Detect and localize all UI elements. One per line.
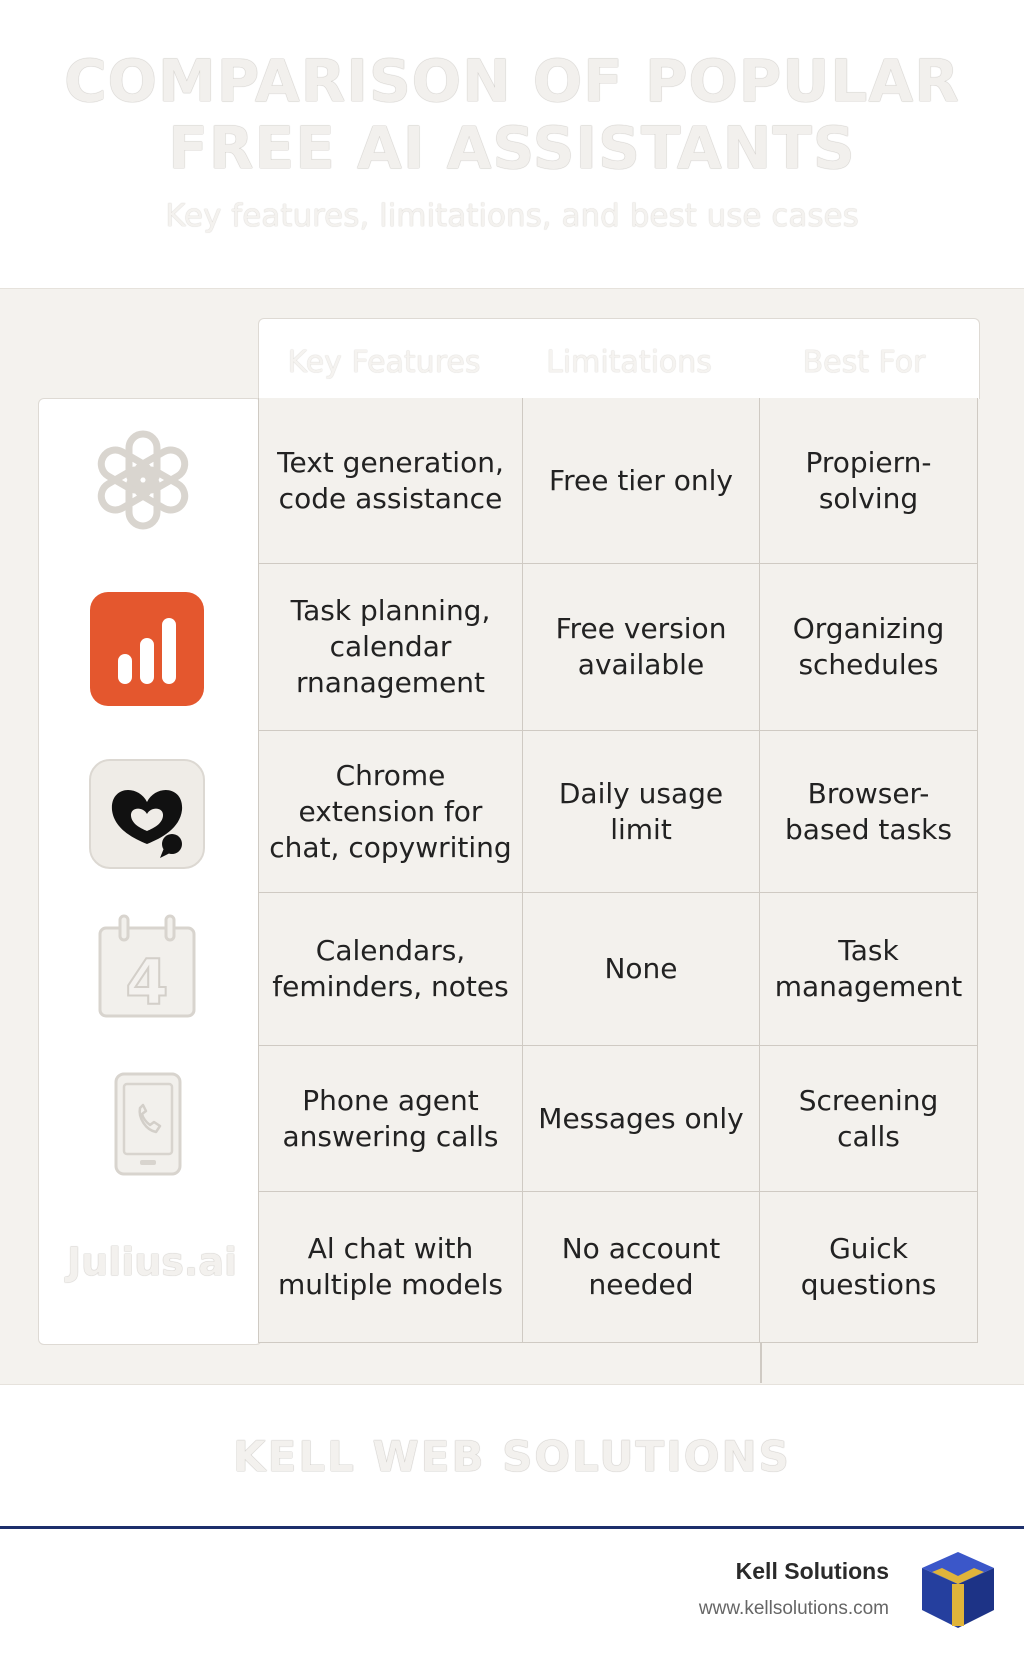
company-url: www.kellsolutions.com	[698, 1598, 889, 1619]
calendar-4-icon	[96, 912, 198, 1020]
chat-bubble-app-icon	[88, 758, 206, 870]
cell-best-for-row5: Screening calls	[760, 1046, 978, 1192]
cell-features-row3: Chrome extension for chat, copywriting	[258, 731, 523, 893]
column-header-limitations: Limitations	[546, 345, 712, 380]
cell-best-for-row1: Propiern-solving	[760, 398, 978, 564]
cell-features-row1: Text generation, code assistance	[258, 398, 523, 564]
company-name: Kell Solutions	[735, 1558, 889, 1584]
cell-best-for-row6: Guick questions	[760, 1192, 978, 1343]
cell-limitations-row3: Daily usage limit	[523, 731, 760, 893]
table-header	[258, 318, 980, 399]
cell-best-for-row4: Task management	[760, 893, 978, 1046]
footer-brand: KELL WEB SOLUTIONS	[233, 1432, 791, 1481]
phone-icon	[112, 1070, 184, 1178]
cell-features-row4: Calendars, feminders, notes	[258, 893, 523, 1046]
svg-text:4: 4	[125, 946, 169, 1019]
page-subtitle: Key features, limitations, and best use cases	[165, 198, 859, 234]
cell-limitations-row1: Free tier only	[523, 398, 760, 564]
cell-features-row6: Al chat with multiple models	[258, 1192, 523, 1343]
comparison-table	[258, 398, 978, 1343]
column-header-features: Key Features	[287, 345, 481, 380]
orange-bar-chart-app-icon	[88, 590, 206, 708]
column-header-best-for: Best For	[802, 345, 926, 380]
cell-best-for-row2: Organizing schedules	[760, 564, 978, 731]
page-title-line1: COMPARISON OF POPULAR	[64, 47, 960, 115]
cell-limitations-row6: No account needed	[523, 1192, 760, 1343]
cell-features-row2: Task planning, calendar rnanagement	[258, 564, 523, 731]
cell-limitations-row5: Messages only	[523, 1046, 760, 1192]
cell-features-row5: Phone agent answering calls	[258, 1046, 523, 1192]
kell-cube-logo-icon	[918, 1548, 998, 1632]
cell-limitations-row4: None	[523, 893, 760, 1046]
page-title-line2: FREE AI ASSISTANTS	[168, 114, 856, 182]
divider	[760, 1343, 762, 1383]
footer-divider	[0, 1526, 1024, 1529]
cell-best-for-row3: Browser-based tasks	[760, 731, 978, 893]
logo-column	[38, 398, 262, 1345]
openai-knot-icon	[88, 425, 198, 535]
header	[0, 0, 1024, 288]
julius-ai-logo-text: Julius.ai	[66, 1240, 238, 1284]
cell-limitations-row2: Free version available	[523, 564, 760, 731]
